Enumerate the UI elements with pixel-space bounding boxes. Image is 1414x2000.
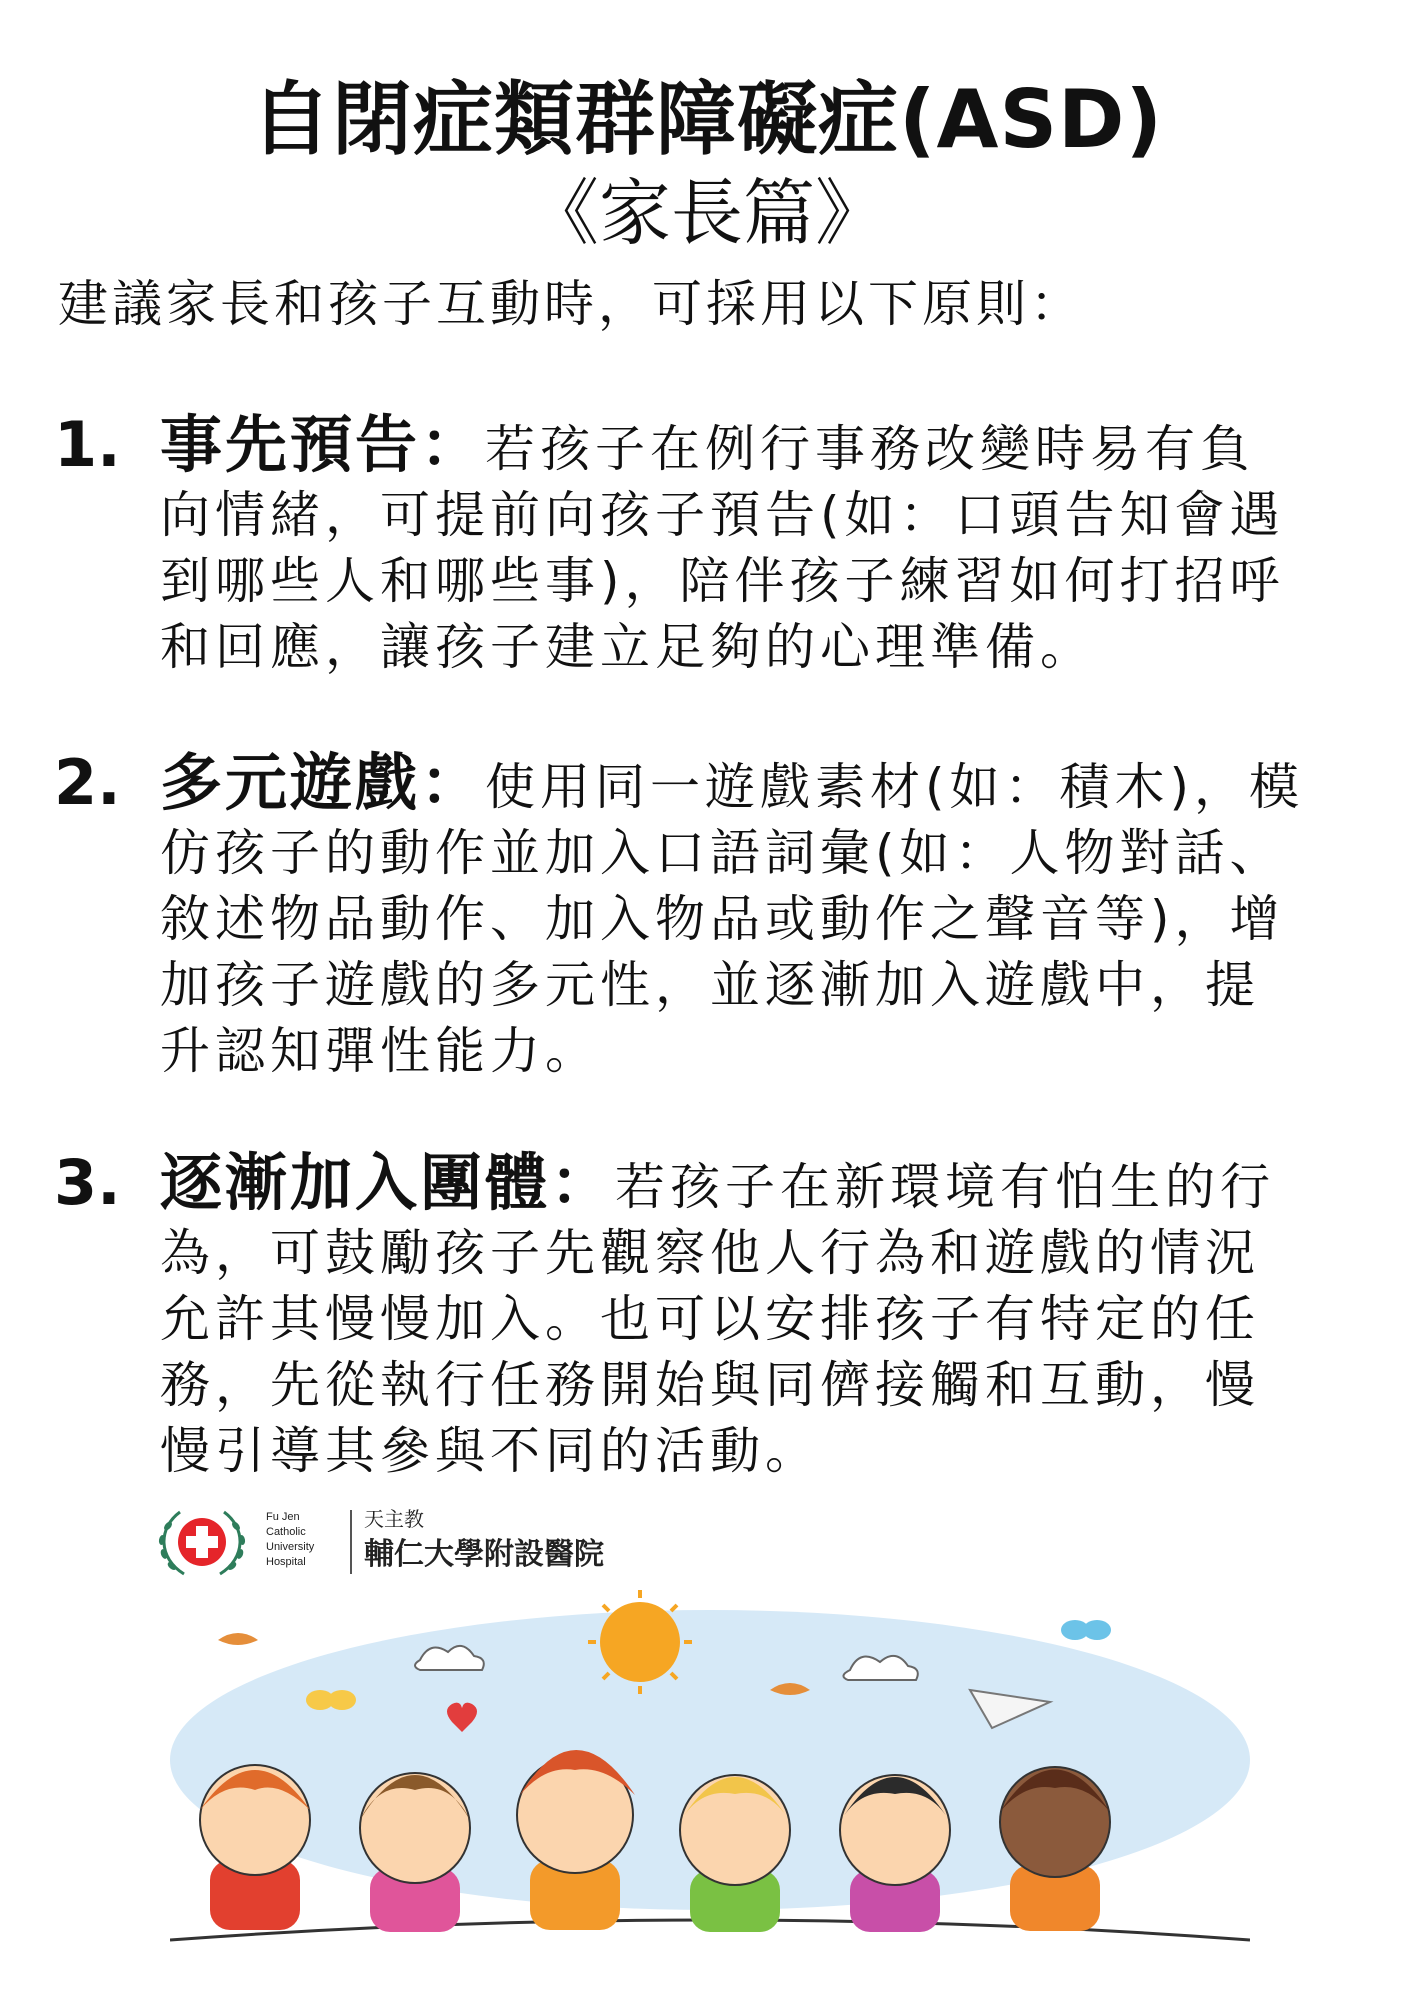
- hospital-emblem-icon: [150, 1500, 254, 1584]
- item-line: 為，可鼓勵孩子先觀察他人行為和遊戲的情況: [160, 1224, 1260, 1282]
- bird-icon: [218, 1633, 258, 1645]
- sun-icon: [588, 1590, 692, 1694]
- child-figure: [517, 1750, 635, 1930]
- intro-text: 建議家長和孩子互動時，可採用以下原則：: [58, 275, 1084, 333]
- logo-english-line: Hospital: [266, 1556, 306, 1568]
- child-figure: [200, 1765, 310, 1930]
- item-body: [160, 746, 1378, 1084]
- item-line: 到哪些人和哪些事)，陪伴孩子練習如何打招呼: [160, 552, 1285, 610]
- child-figure: [1000, 1767, 1110, 1931]
- item-line: 敘述物品動作、加入物品或動作之聲音等)，增: [160, 890, 1285, 948]
- item-colon: ：: [550, 1146, 616, 1219]
- item-line: 慢引導其參與不同的活動。: [160, 1422, 820, 1480]
- page-subtitle: 《家長篇》: [526, 171, 887, 255]
- item-line: 若孩子在例行事務改變時易有負: [485, 420, 1256, 478]
- item-line: 務，先從執行任務開始與同儕接觸和互動，慢: [160, 1356, 1260, 1414]
- logo-english-text: [266, 1510, 346, 1570]
- children-illustration: [170, 1590, 1250, 1950]
- item-heading: 事先預告: [160, 408, 421, 481]
- item-line: 和回應，讓孩子建立足夠的心理準備。: [160, 618, 1095, 676]
- item-line: 使用同一遊戲素材(如：積木)，模: [485, 758, 1305, 816]
- page-title: 自閉症類群障礙症(ASD): [250, 73, 1164, 166]
- child-figure: [360, 1773, 470, 1932]
- item-body: [160, 408, 1378, 680]
- item-body: [160, 1146, 1378, 1484]
- logo-english-line: University: [266, 1541, 315, 1553]
- item-line: 若孩子在新環境有怕生的行: [615, 1158, 1276, 1216]
- child-figure: [840, 1775, 950, 1932]
- logo-zh-name: 輔仁大學附設醫院: [364, 1537, 604, 1572]
- item-number: 2.: [54, 746, 121, 819]
- item-line: 仿孩子的動作並加入口語詞彙(如：人物對話、: [160, 824, 1285, 882]
- logo-english-line: Fu Jen: [266, 1511, 300, 1523]
- item-heading: 多元遊戲: [160, 746, 421, 819]
- child-figure: [680, 1775, 790, 1932]
- logo-divider: [350, 1510, 352, 1574]
- item-line: 加孩子遊戲的多元性，並逐漸加入遊戲中，提: [160, 956, 1260, 1014]
- hospital-logo: [150, 1500, 670, 1584]
- item-colon: ：: [420, 408, 486, 481]
- logo-english-line: Catholic: [266, 1526, 306, 1538]
- item-heading: 逐漸加入團體: [160, 1146, 551, 1219]
- item-colon: ：: [420, 746, 486, 819]
- item-number: 1.: [54, 408, 121, 481]
- butterfly-icon: [1061, 1620, 1111, 1640]
- item-line: 向情緒，可提前向孩子預告(如：口頭告知會遇: [160, 486, 1285, 544]
- item-number: 3.: [54, 1146, 121, 1219]
- logo-zh-small: 天主教: [364, 1507, 424, 1531]
- item-line: 允許其慢慢加入。也可以安排孩子有特定的任: [160, 1290, 1260, 1348]
- item-line: 升認知彈性能力。: [160, 1022, 600, 1080]
